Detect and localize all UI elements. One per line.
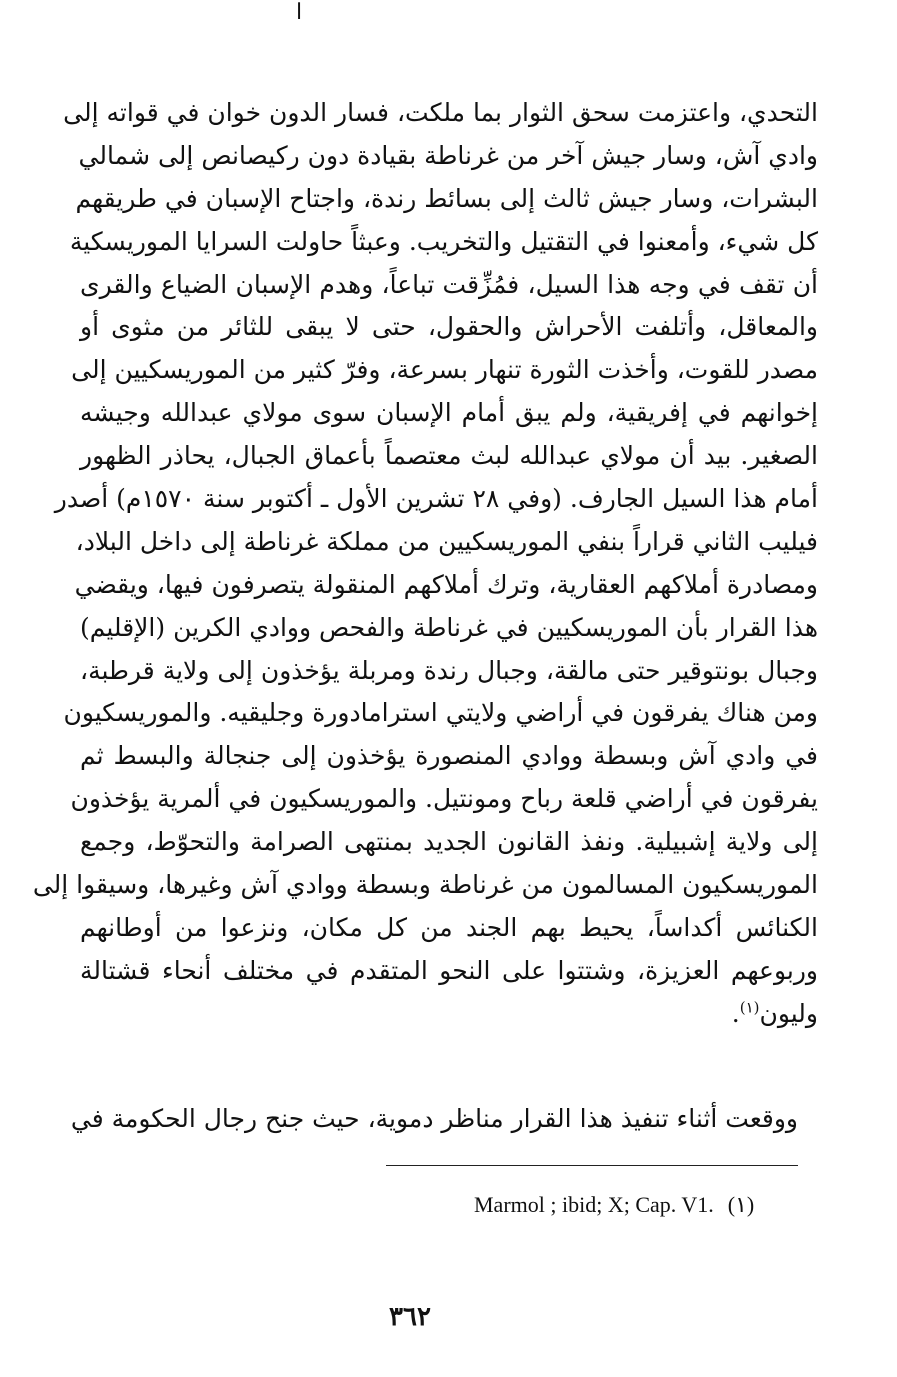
text-line: أمام هذا السيل الجارف. (وفي ٢٨ تشرين الأول ـ أكتوبر سنة ١٥٧٠م) أصدر — [54, 484, 818, 514]
text-line: كل شيء، وأمعنوا في التقتيل والتخريب. وعبثاً حاولت السرايا الموريسكية — [69, 226, 818, 256]
text-line: هذا القرار بأن الموريسكيين في غرناطة والفحص ووادي الكرين (الإقليم) — [80, 612, 818, 642]
text-line: إلى ولاية إشبيلية. ونفذ القانون الجديد بمنتهى الصرامة والتحوّط، وجمع — [80, 827, 818, 857]
last-line-period: . — [731, 998, 740, 1028]
text-line: وادي آش، وسار جيش آخر من غرناطة بقيادة دون ركيصانص إلى شمالي — [78, 140, 818, 170]
header-mark: ا — [296, 0, 303, 25]
text-line: وربوعهم العزيزة، وشتتوا على النحو المتقدم في مختلف أنحاء قشتالة — [80, 955, 818, 985]
paragraph-last-line — [80, 993, 818, 1036]
next-paragraph — [70, 1098, 798, 1141]
footnote — [474, 1192, 814, 1218]
text-line: أن تقف في وجه هذا السيل، فمُزِّقت تباعاً، وهدم الإسبان الضياع والقرى — [80, 269, 818, 299]
text-line: إخوانهم في إفريقية، ولم يبق أمام الإسبان سوى مولاي عبدالله وجيشه — [80, 398, 818, 428]
footnote-divider — [386, 1165, 798, 1166]
text-line: التحدي، واعتزمت سحق الثوار بما ملكت، فسار الدون خوان في قواته إلى — [63, 98, 818, 127]
footnote-marker: (١) — [727, 1192, 755, 1217]
text-line: ومصادرة أملاكهم العقارية، وترك أملاكهم المنقولة يتصرفون فيها، ويقضي — [74, 569, 818, 599]
text-line: وجبال بونتوقير حتى مالقة، وجبال رندة ومربلة يؤخذون إلى ولاية قرطبة، — [80, 655, 818, 685]
text-line: البشرات، وسار جيش ثالث إلى بسائط رندة، واجتاح الإسبان في طريقهم — [75, 183, 818, 213]
text-line: الصغير. بيد أن مولاي عبدالله لبث معتصماً بأعماق الجبال، يحاذر الظهور — [80, 441, 818, 471]
text-line: الكنائس أكداساً، يحيط بهم الجند من كل مكان، ونزعوا من أوطانهم — [80, 912, 818, 942]
text-line: ووقعت أثناء تنفيذ هذا القرار مناظر دموية، حيث جنح رجال الحكومة في — [70, 1104, 798, 1133]
text-line: مصدر للقوت، وأخذت الثورة تنهار بسرعة، وفرّ كثير من الموريسكيين إلى — [71, 355, 818, 385]
text-line: يفرقون في أراضي قلعة رباح ومونتيل. والموريسكيون في ألمرية يؤخذون — [70, 784, 818, 814]
last-line-text: وليون — [759, 998, 818, 1028]
text-line: ومن هناك يفرقون في أراضي ولايتي استرامادورة وجليقيه. والموريسكيون — [63, 698, 818, 728]
text-line: في وادي آش وبسطة ووادي المنصورة يؤخذون إلى جنجالة والبسط ثم — [80, 741, 818, 771]
footnote-reference[interactable]: (١) — [739, 998, 760, 1017]
text-line: والمعاقل، وأتلفت الأحراش والحقول، حتى لا يبقى للثائر من مثوى أو — [80, 312, 818, 342]
text-line: فيليب الثاني قراراً بنفي الموريسكيين من مملكة غرناطة إلى داخل البلاد، — [75, 526, 818, 556]
page-number: ٣٦٢ — [389, 1302, 431, 1332]
footnote-text: Marmol ; ibid; X; Cap. V1. — [474, 1192, 714, 1217]
text-line: الموريسكيون المسالمون من غرناطة وبسطة ووادي آش وغيرها، وسيقوا إلى — [32, 870, 818, 900]
main-paragraph — [32, 92, 818, 1036]
